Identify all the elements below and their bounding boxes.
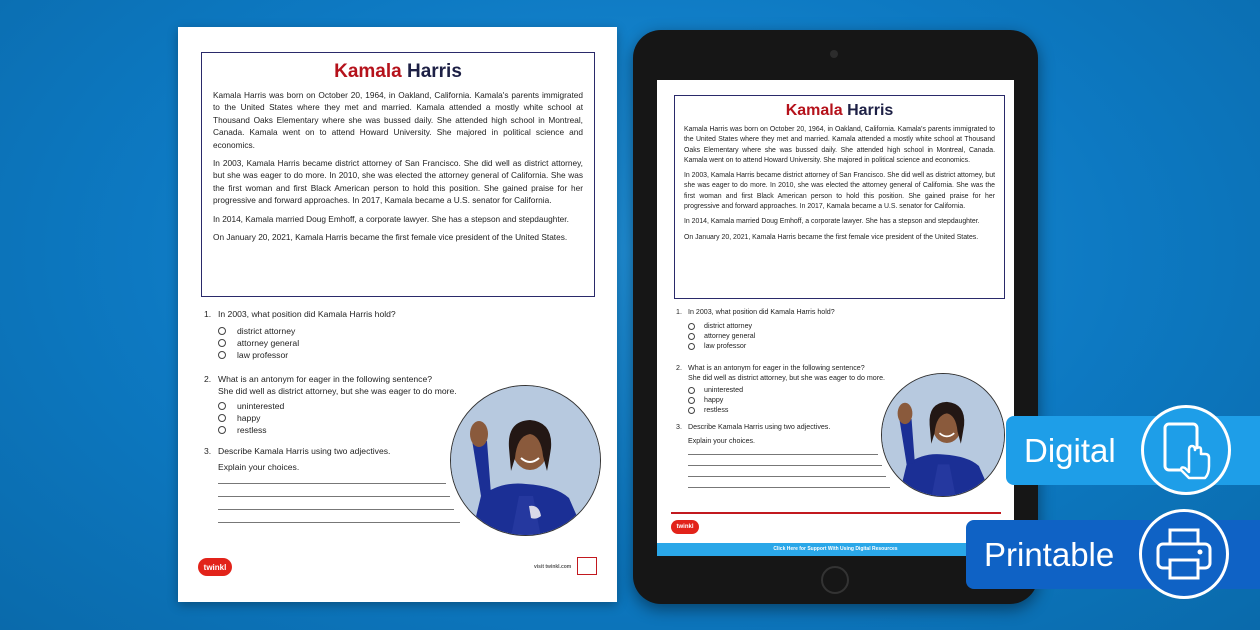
printable-label: Printable (984, 535, 1115, 573)
radio-button[interactable] (218, 402, 226, 410)
footer-stamp (577, 557, 597, 575)
radio-button[interactable] (688, 333, 695, 340)
answer-option[interactable]: district attorney (688, 321, 835, 331)
radio-button[interactable] (218, 426, 226, 434)
answer-line[interactable] (218, 522, 460, 523)
bio-paragraph: In 2014, Kamala married Doug Emhoff, a corporate lawyer. She has a stepson and stepdaughter. (213, 213, 569, 224)
portrait-illustration (882, 374, 1005, 497)
question-sentence: She did well as district attorney, but she was eager to do more. (218, 386, 457, 396)
radio-button[interactable] (688, 397, 695, 404)
twinkl-logo[interactable]: twinkl (671, 520, 699, 534)
question-2: 2. What is an antonym for eager in the following sentence? She did well as district attorney, but she was eager to do more. uninterested happy restless (676, 364, 886, 414)
portrait-photo (450, 385, 601, 536)
answer-option[interactable]: law professor (688, 341, 835, 351)
question-subtext: Explain your choices. (688, 437, 756, 445)
radio-button[interactable] (688, 387, 695, 394)
bio-paragraph: Kamala Harris was born on October 20, 1964, in Oakland, California. Kamala's parents immigrated to the United States where they met and married. Kamala attended a mostly white school at Thousand Oaks Elementary where she was bussed daily. She attended high school in Montreal, Canada. Kamala went on to attend Howard University. She majored in political science and economics. (684, 126, 995, 164)
title-last-name: Harris (406, 61, 462, 82)
question-1: 1. In 2003, what position did Kamala Harris hold? district attorney attorney general law professor (204, 309, 396, 360)
support-bar[interactable] (657, 543, 1014, 556)
answer-option[interactable]: happy (688, 395, 885, 405)
radio-button[interactable] (688, 343, 695, 350)
radio-button[interactable] (688, 323, 695, 330)
answer-line[interactable] (688, 476, 886, 477)
answer-line[interactable] (688, 454, 878, 455)
question-text: What is an antonym for eager in the following sentence? (688, 364, 865, 372)
answer-option[interactable]: district attorney (218, 325, 396, 337)
printer-icon (1139, 509, 1229, 599)
title-last-name: Harris (847, 102, 894, 119)
answer-option[interactable]: uninterested (218, 400, 457, 412)
radio-button[interactable] (688, 407, 695, 414)
home-button[interactable] (821, 566, 849, 594)
question-text: Describe Kamala Harris using two adjectives. (688, 423, 831, 431)
radio-button[interactable] (218, 351, 226, 359)
bio-paragraph: On January 20, 2021, Kamala Harris became the first female vice president of the United States. (213, 232, 568, 243)
radio-button[interactable] (218, 414, 226, 422)
bio-paragraph: In 2014, Kamala married Doug Emhoff, a corporate lawyer. She has a stepson and stepdaughter. (684, 218, 980, 226)
question-text: What is an antonym for eager in the following sentence? (218, 374, 433, 384)
bio-paragraph: In 2003, Kamala Harris became district attorney of San Francisco. She did well as district attorney, but she was eager to do more. In 2010, she was elected the attorney general of California. She was the first woman and first Black American person to hold this position. She gained praise for her progressive and forward approaches. In 2017, Kamala became a U.S. senator for California. (684, 172, 995, 211)
page-title (684, 102, 995, 120)
answer-line[interactable] (688, 465, 882, 466)
question-text: In 2003, what position did Kamala Harris hold? (218, 309, 396, 319)
question-3: 3. Describe Kamala Harris using two adjectives. Explain your choices. (676, 423, 831, 445)
tablet-touch-icon (1141, 405, 1231, 495)
title-first-name: Kamala (334, 61, 402, 82)
answer-option[interactable]: attorney general (688, 331, 835, 341)
printable-worksheet (178, 27, 617, 602)
answer-option[interactable]: restless (218, 424, 457, 436)
camera-icon (830, 50, 838, 58)
digital-label: Digital (1024, 431, 1116, 469)
footer-url[interactable]: visit twinkl.com (534, 564, 572, 570)
answer-line[interactable] (218, 483, 446, 484)
tablet-touch-svg (1159, 420, 1213, 480)
question-2: 2. What is an antonym for eager in the following sentence? She did well as district attorney, but she was eager to do more. uninterested happy restless (204, 374, 457, 435)
title-first-name: Kamala (785, 102, 843, 119)
answer-option[interactable]: uninterested (688, 385, 885, 395)
portrait-photo (881, 373, 1005, 497)
printer-svg (1154, 526, 1214, 582)
answer-line[interactable] (218, 509, 454, 510)
question-subtext: Explain your choices. (218, 462, 300, 472)
answer-option[interactable]: restless (688, 405, 885, 415)
radio-button[interactable] (218, 339, 226, 347)
answer-line[interactable] (218, 496, 450, 497)
bio-paragraph: Kamala Harris was born on October 20, 1964, in Oakland, California. Kamala's parents immigrated to the United States where they met and married. Kamala attended a mostly white school at Thousand Oaks Elementary where she was bussed daily. She attended high school in Montreal, Canada. Kamala went on to attend Howard University. She majored in political science and economics. (213, 90, 583, 150)
question-text: Describe Kamala Harris using two adjectives. (218, 446, 391, 456)
answer-option[interactable]: law professor (218, 349, 396, 361)
portrait-illustration (451, 386, 601, 536)
answer-option[interactable]: happy (218, 412, 457, 424)
radio-button[interactable] (218, 327, 226, 335)
biography-box (201, 52, 595, 297)
support-link[interactable]: Click Here for Support With Using Digital Resources (773, 546, 898, 552)
bio-paragraph: On January 20, 2021, Kamala Harris became the first female vice president of the United States. (684, 233, 979, 241)
question-1: 1. In 2003, what position did Kamala Harris hold? district attorney attorney general law professor (676, 308, 835, 350)
tablet-device (633, 30, 1038, 604)
question-sentence: She did well as district attorney, but she was eager to do more. (688, 374, 886, 382)
question-3: 3. Describe Kamala Harris using two adjectives. Explain your choices. (204, 446, 391, 472)
twinkl-logo[interactable]: twinkl (198, 558, 232, 576)
footer-rule (671, 512, 1001, 514)
tablet-screen (657, 80, 1014, 556)
answer-line[interactable] (688, 487, 890, 488)
biography-box (674, 95, 1005, 299)
page-title (213, 61, 583, 83)
question-text: In 2003, what position did Kamala Harris hold? (688, 308, 835, 316)
answer-option[interactable]: attorney general (218, 337, 396, 349)
bio-paragraph: In 2003, Kamala Harris became district attorney of San Francisco. She did well as district attorney, but she was eager to do more. In 2010, she was elected the attorney general of California. She was the first woman and first Black American person to hold this position. She gained praise for her progressive and forward approaches. In 2017, Kamala became a U.S. senator for California. (213, 158, 583, 206)
